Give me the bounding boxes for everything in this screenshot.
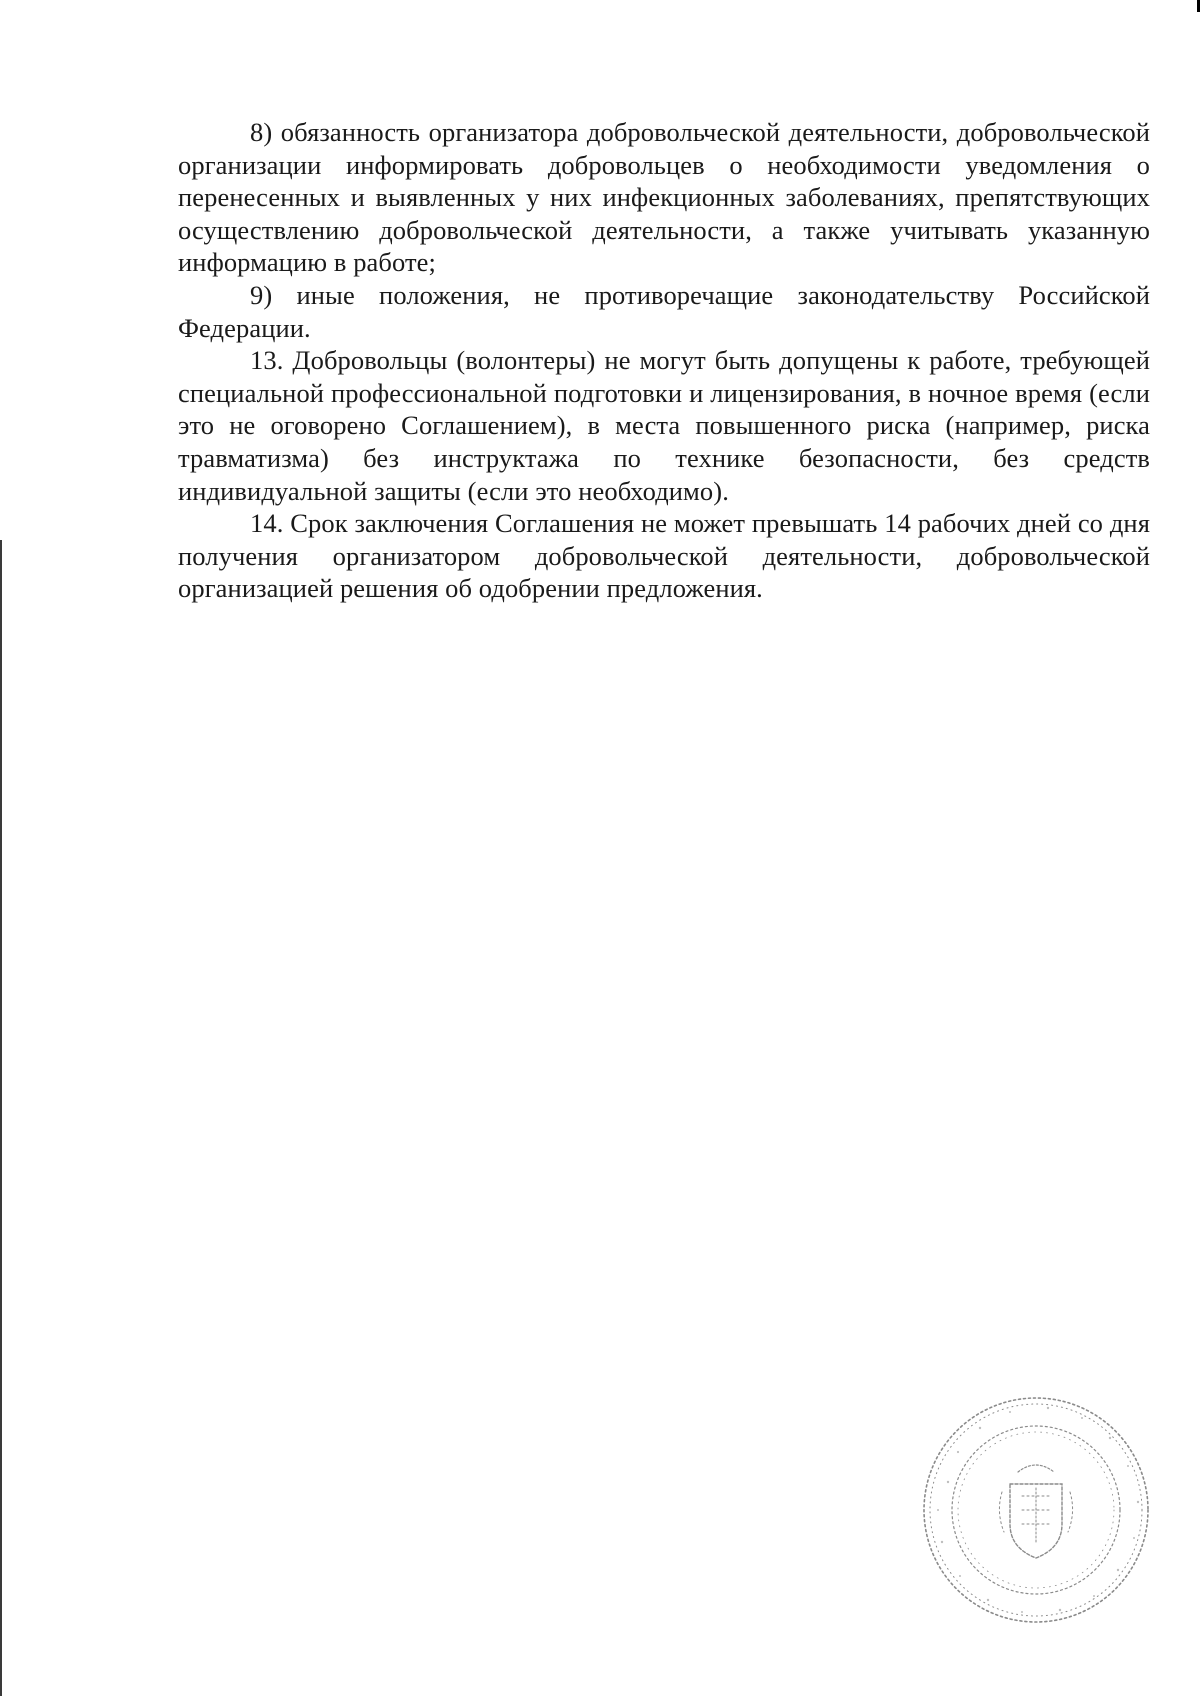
paragraph-clause-14: 14. Срок заключения Соглашения не может превышать 14 рабочих дней со дня получения организатором добровольческой деятельности, добровольческой организацией решения об одобрении предложения. bbox=[178, 508, 1150, 604]
paragraph-clause-13: 13. Добровольцы (волонтеры) не могут быть допущены к работе, требующей специальной профессиональной подготовки и лицензирования, в ночное время (если это не оговорено Соглашением), в места повышенного риска (например, риска травматизма) без инструктажа по технике безопасности, без средств индивидуальной защиты (если это необходимо). bbox=[178, 345, 1150, 506]
paragraph-item-8: 8) обязанность организатора добровольческой деятельности, добровольческой организации информировать добровольцев о необходимости уведомления о перенесенных и выявленных у них инфекционных заболеваниях, препятствующих осуществлению добровольческой деятельности, а также учитывать указанную информацию в работе; bbox=[178, 117, 1150, 278]
official-seal-icon bbox=[918, 1392, 1154, 1628]
scan-edge bbox=[0, 540, 2, 1696]
document-body bbox=[178, 116, 1150, 605]
paragraph-item-9: 9) иные положения, не противоречащие законодательству Российской Федерации. bbox=[178, 279, 1150, 343]
